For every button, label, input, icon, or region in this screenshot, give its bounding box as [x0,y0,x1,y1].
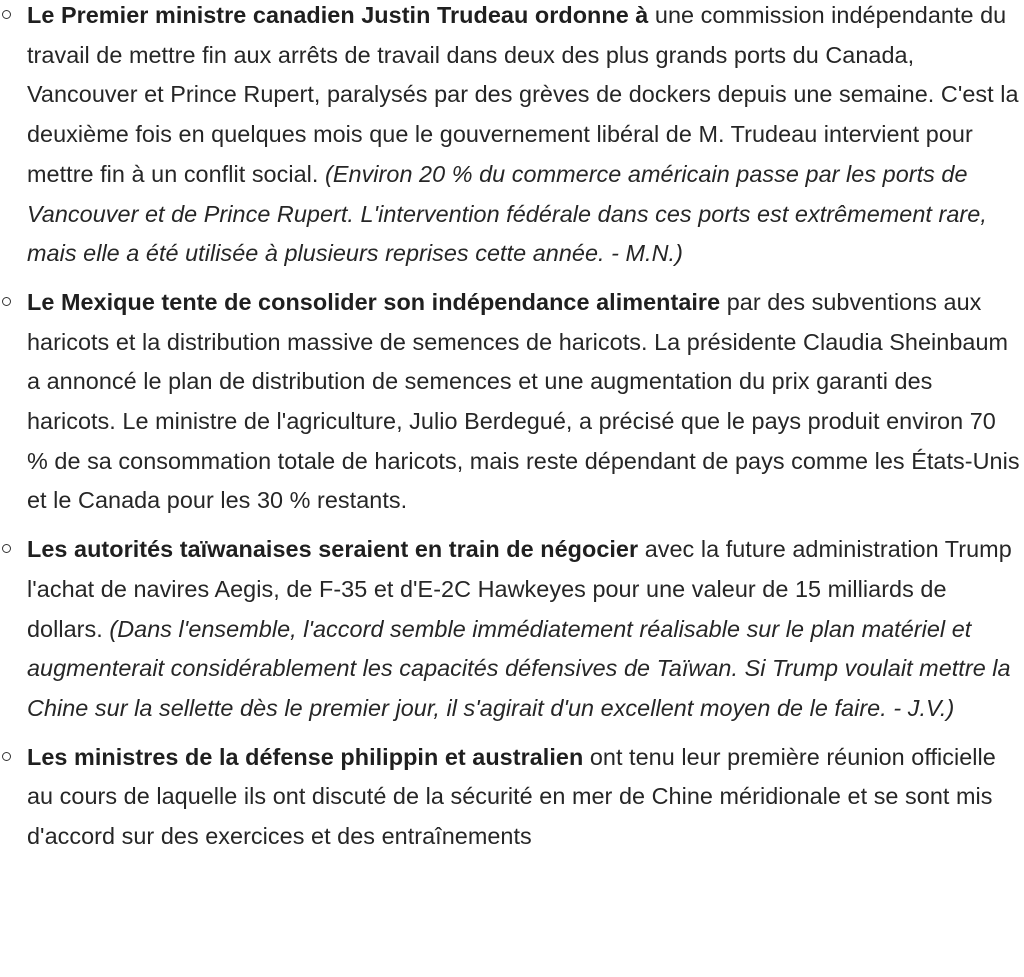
item-editor-note: (Environ 20 % du commerce américain passe par les ports de Vancouver et de Prince Rupert. L'intervention fédérale dans ces ports est extrêmement rare, mais elle a été utilisée à plusieurs reprises cette année. - M.N.) [27,160,987,267]
item-lead: Le Mexique tente de consolider son indépendance alimentaire [27,288,721,315]
item-body: avec la future administration Trump l'achat de navires Aegis, de F-35 et d'E-2C Hawkeyes pour une valeur de 15 milliards de dollars. [27,536,1012,642]
list-item [0,738,1024,857]
list-item [0,530,1024,729]
item-body: par des subventions aux haricots et la distribution massive de semences de haricots. La présidente Claudia Sheinbaum a annoncé le plan de distribution de semences et une augmentation du prix garanti des haricots. Le ministre de l'agriculture, Julio Berdegué, a précisé que le pays produit environ 70 % de sa consommation totale de haricots, mais reste dépendant de pays comme les États-Unis et le Canada pour les 30 % restants. [27,288,1020,514]
item-editor-note: (Dans l'ensemble, l'accord semble immédiatement réalisable sur le plan matériel et augmenterait considérablement les capacités défensives de Taïwan. Si Trump voulait mettre la Chine sur la sellette dès le premier jour, il s'agirait d'un excellent moyen de le faire. - J.V.) [27,615,1011,721]
item-lead: Les autorités taïwanaises seraient en train de négocier [27,536,639,563]
item-lead: Le Premier ministre canadien Justin Trudeau ordonne à [27,2,649,28]
hollow-bullet-icon [2,544,11,553]
hollow-bullet-icon [2,10,11,19]
list-item [0,283,1024,521]
hollow-bullet-icon [2,752,11,761]
item-lead: Les ministres de la défense philippin et australien [27,743,584,770]
item-body: ont tenu leur première réunion officielle au cours de laquelle ils ont discuté de la sécurité en mer de Chine méridionale et se sont mis d'accord sur des exercices et des entraînements [27,743,996,850]
list-item [0,0,1024,274]
item-body: une commission indépendante du travail de mettre fin aux arrêts de travail dans deux des plus grands ports du Canada, Vancouver et Prince Rupert, paralysés par des grèves de dockers depuis une semaine. C'est la deuxième fois en quelques mois que le gouvernement libéral de M. Trudeau intervient pour mettre fin à un conflit social. [27,2,1019,187]
hollow-bullet-icon [2,297,11,306]
